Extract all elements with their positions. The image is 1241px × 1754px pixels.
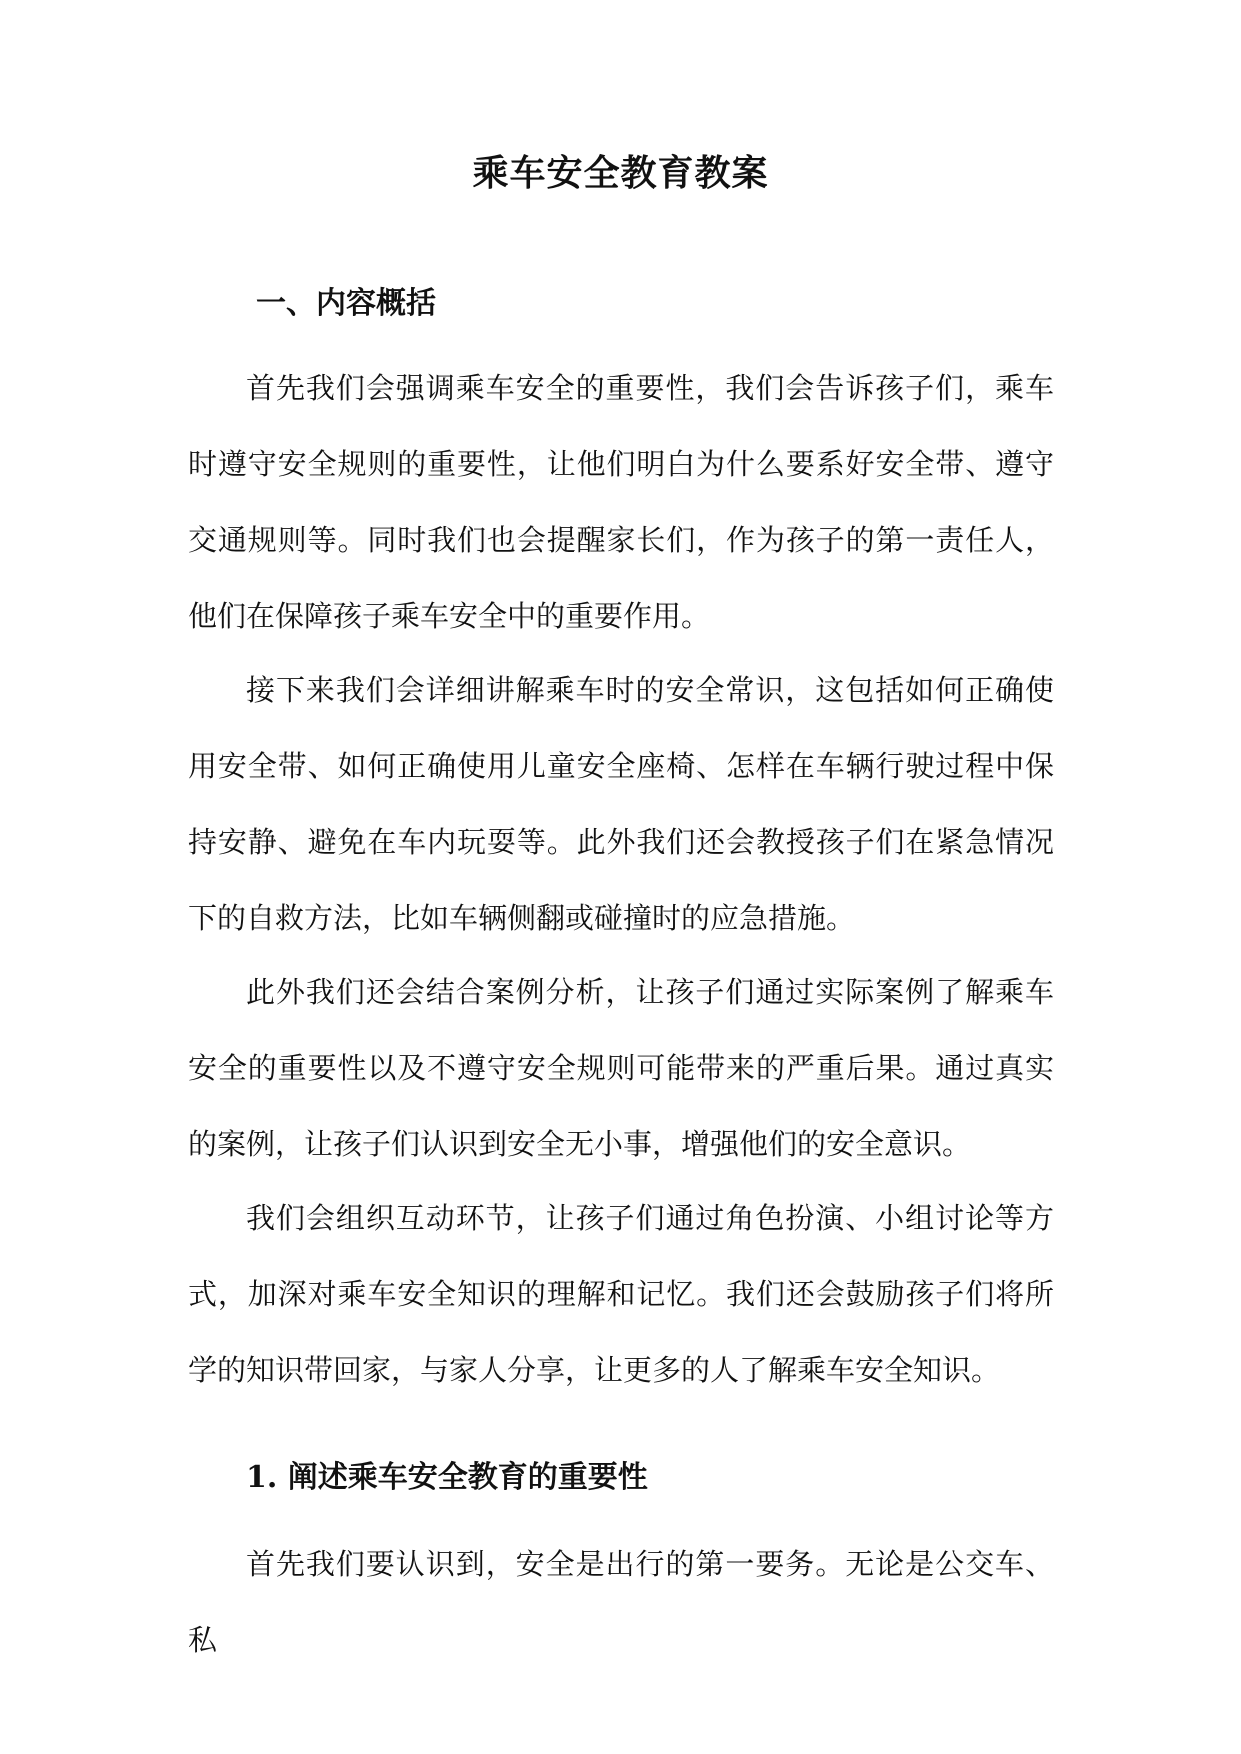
paragraph: 首先我们会强调乘车安全的重要性，我们会告诉孩子们，乘车时遵守安全规则的重要性，让他们明白为什么要系好安全带、遵守交通规则等。同时我们也会提醒家长们，作为孩子的第一责任人，他们在保障孩子乘车安全中的重要作用。	[188, 371, 1054, 633]
section-heading-summary: 一、内容概括	[256, 286, 436, 321]
paragraph: 此外我们还会结合案例分析，让孩子们通过实际案例了解乘车安全的重要性以及不遵守安全规则可能带来的严重后果。通过真实的案例，让孩子们认识到安全无小事，增强他们的安全意识。	[188, 975, 1054, 1161]
paragraph: 首先我们要认识到，安全是出行的第一要务。无论是公交车、私	[188, 1547, 1054, 1657]
paragraph: 接下来我们会详细讲解乘车时的安全常识，这包括如何正确使用安全带、如何正确使用儿童安全座椅、怎样在车辆行驶过程中保持安静、避免在车内玩耍等。此外我们还会教授孩子们在紧急情况下的自救方法，比如车辆侧翻或碰撞时的应急措施。	[188, 673, 1054, 935]
paragraph: 我们会组织互动环节，让孩子们通过角色扮演、小组讨论等方式，加深对乘车安全知识的理解和记忆。我们还会鼓励孩子们将所学的知识带回家，与家人分享，让更多的人了解乘车安全知识。	[188, 1201, 1054, 1387]
document-title: 乘车安全教育教案	[472, 152, 769, 194]
section-heading-importance: 1. 阐述乘车安全教育的重要性	[246, 1460, 648, 1495]
